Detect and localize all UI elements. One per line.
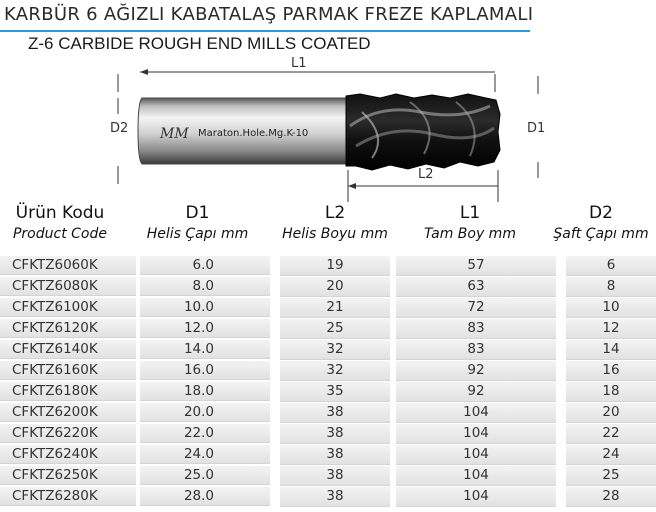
- cell-code: CFKTZ6100K: [0, 298, 136, 317]
- cell-d2: 10: [566, 298, 656, 318]
- cell-code: CFKTZ6250K: [0, 466, 136, 485]
- table-row: [0, 255, 656, 276]
- maker-logo: MM: [160, 126, 189, 142]
- cell-l1: 104: [396, 403, 556, 423]
- header-d1: [140, 203, 255, 247]
- end-mill-drawing: [0, 54, 656, 204]
- cell-l1: 92: [396, 361, 556, 381]
- title-english: Z-6 CARBIDE ROUGH END MILLS COATED: [28, 34, 371, 53]
- cell-code: CFKTZ6180K: [0, 382, 136, 401]
- cell-l2: 38: [280, 403, 390, 423]
- header-l1-en: Tam Boy mm: [424, 226, 516, 242]
- cell-l2: 32: [280, 340, 390, 360]
- cell-code: CFKTZ6240K: [0, 445, 136, 464]
- cell-d1: 22.0: [140, 424, 270, 443]
- header-l2-en: Helis Boyu mm: [282, 226, 388, 242]
- cell-l2: 38: [280, 487, 390, 507]
- table-row: [0, 297, 656, 318]
- header-d2: [548, 203, 654, 247]
- cell-code: CFKTZ6080K: [0, 277, 136, 296]
- cell-d2: 12: [566, 319, 656, 339]
- cell-d2: 14: [566, 340, 656, 360]
- cell-code: CFKTZ6280K: [0, 487, 136, 506]
- cell-d2: 20: [566, 403, 656, 423]
- cell-d1: 25.0: [140, 466, 270, 485]
- cell-d1: 12.0: [140, 319, 270, 338]
- product-table: [0, 255, 656, 507]
- l1-label: L1: [291, 56, 307, 71]
- cell-d2: 16: [566, 361, 656, 381]
- cell-l2: 21: [280, 298, 390, 318]
- cell-l2: 20: [280, 277, 390, 297]
- header-l1-tr: L1: [459, 203, 481, 223]
- header-product-code: [0, 203, 120, 247]
- cell-l1: 83: [396, 319, 556, 339]
- cell-l1: 104: [396, 424, 556, 444]
- end-mill-diagram: [0, 54, 656, 204]
- cell-d2: 8: [566, 277, 656, 297]
- header-d1-tr: D1: [185, 203, 210, 223]
- cell-l1: 104: [396, 487, 556, 507]
- cell-d2: 28: [566, 487, 656, 507]
- header-d2-tr: D2: [589, 203, 613, 223]
- cell-l1: 104: [396, 466, 556, 486]
- title-rule: [0, 30, 530, 32]
- header-d2-en: Şaft Çapı mm: [553, 226, 649, 242]
- table-row: [0, 465, 656, 486]
- header-l2-tr: L2: [324, 203, 346, 223]
- cell-code: CFKTZ6120K: [0, 319, 136, 338]
- cell-d1: 24.0: [140, 445, 270, 464]
- cell-d2: 18: [566, 382, 656, 402]
- cell-l2: 35: [280, 382, 390, 402]
- table-row: [0, 486, 656, 507]
- l2-label: L2: [418, 167, 434, 182]
- header-d1-en: Helis Çapı mm: [146, 226, 249, 242]
- cell-l2: 25: [280, 319, 390, 339]
- cell-l1: 92: [396, 382, 556, 402]
- cell-code: CFKTZ6200K: [0, 403, 136, 422]
- table-row: [0, 423, 656, 444]
- cell-l2: 38: [280, 424, 390, 444]
- header-product-code-en: Product Code: [12, 226, 107, 242]
- cell-code: CFKTZ6220K: [0, 424, 136, 443]
- cell-d1: 10.0: [140, 298, 270, 317]
- table-row: [0, 360, 656, 381]
- cell-l1: 63: [396, 277, 556, 297]
- cell-d1: 28.0: [140, 487, 270, 506]
- title-turkish: KARBÜR 6 AĞIZLI KABATALAŞ PARMAK FREZE KAPLAMALI: [4, 4, 534, 25]
- cell-d2: 22: [566, 424, 656, 444]
- l2-arrow: [348, 183, 356, 189]
- cell-l1: 83: [396, 340, 556, 360]
- table-row: [0, 381, 656, 402]
- cell-d2: 6: [566, 256, 656, 276]
- cell-d2: 24: [566, 445, 656, 465]
- cell-d1: 16.0: [140, 361, 270, 380]
- cell-d1: 14.0: [140, 340, 270, 359]
- table-row: [0, 339, 656, 360]
- cell-d1: 6.0: [140, 256, 270, 275]
- engraving-text: Maraton.Hole.Mg.K-10: [198, 128, 309, 139]
- cell-l1: 72: [396, 298, 556, 318]
- cell-l1: 57: [396, 256, 556, 276]
- cell-d2: 25: [566, 466, 656, 486]
- table-row: [0, 402, 656, 423]
- l1-arrow: [140, 69, 148, 75]
- header-product-code-tr: Ürün Kodu: [15, 203, 105, 223]
- table-row: [0, 318, 656, 339]
- table-row: [0, 444, 656, 465]
- header-l1: [410, 203, 530, 247]
- cell-d1: 20.0: [140, 403, 270, 422]
- cell-d1: 18.0: [140, 382, 270, 401]
- cell-code: CFKTZ6060K: [0, 256, 136, 275]
- cell-code: CFKTZ6140K: [0, 340, 136, 359]
- cell-d1: 8.0: [140, 277, 270, 296]
- cell-l2: 32: [280, 361, 390, 381]
- table-row: [0, 276, 656, 297]
- header-l2: [275, 203, 395, 247]
- d2-label: D2: [110, 121, 129, 136]
- cell-code: CFKTZ6160K: [0, 361, 136, 380]
- cell-l2: 38: [280, 466, 390, 486]
- cell-l2: 19: [280, 256, 390, 276]
- cell-l2: 38: [280, 445, 390, 465]
- d1-label: D1: [527, 121, 546, 136]
- cell-l1: 104: [396, 445, 556, 465]
